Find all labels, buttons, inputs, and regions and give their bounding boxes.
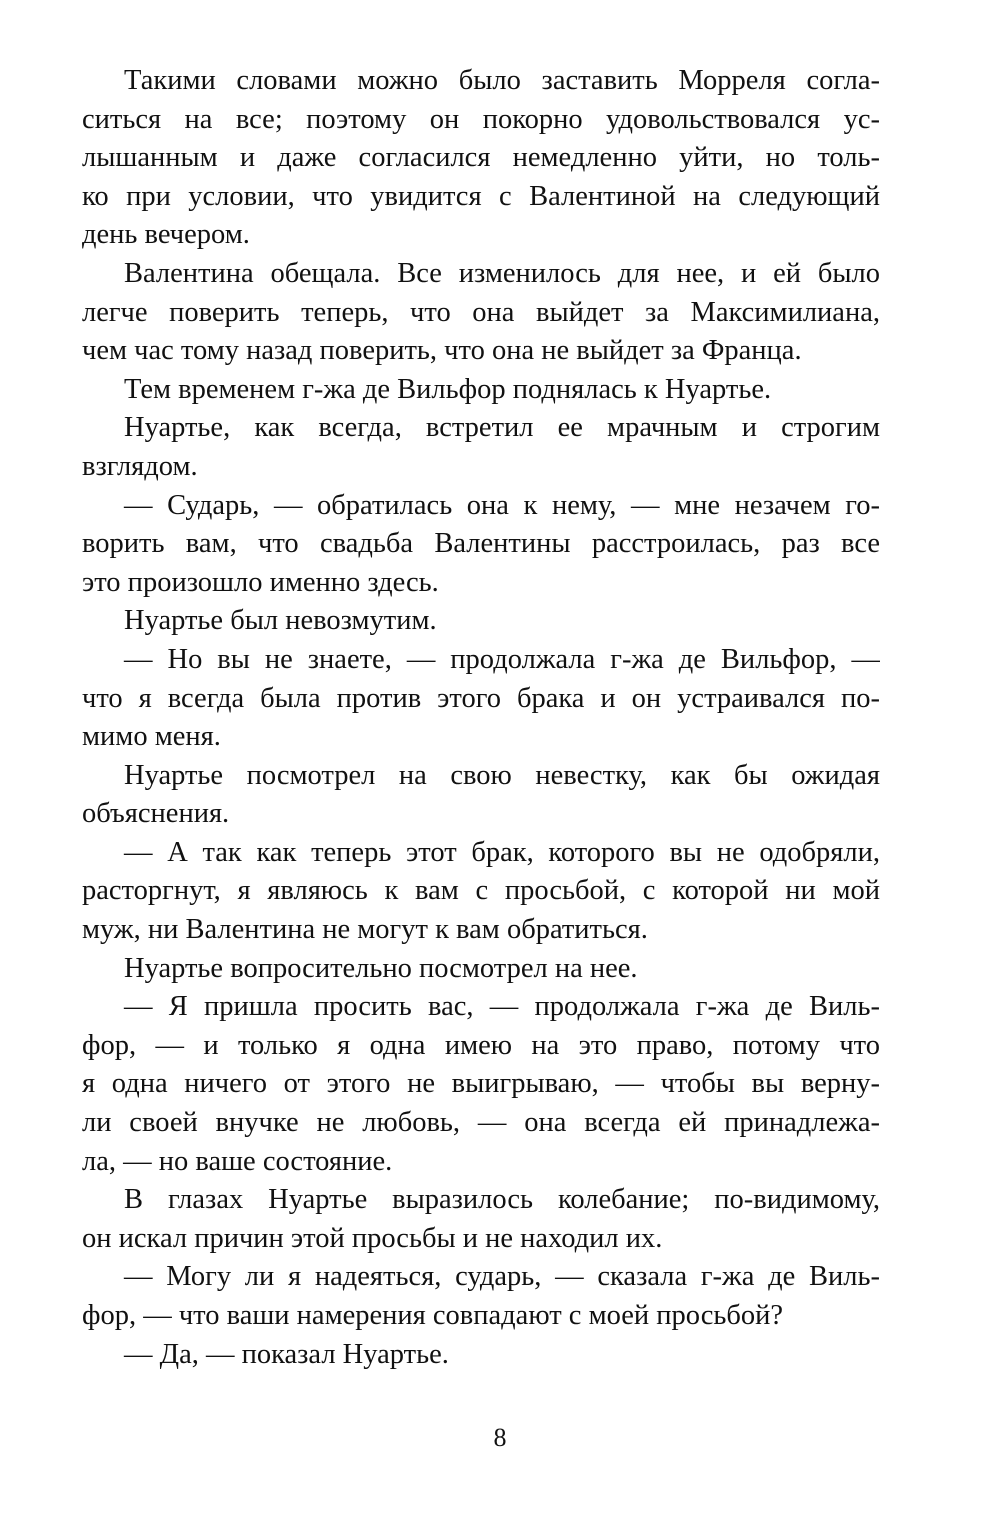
- page-number: 8: [493, 1423, 507, 1452]
- text-line: взглядом.: [82, 450, 198, 482]
- text-line: Такими словами можно было заставить Морреля согла-: [124, 65, 880, 96]
- paragraph: [82, 641, 880, 757]
- paragraph: [82, 602, 880, 641]
- text-line: — Но вы не знаете, — продолжала г-жа де Вильфор, —: [124, 643, 880, 675]
- paragraph: [82, 371, 880, 410]
- paragraph: [82, 409, 880, 486]
- text-line: ла, — но ваше состояние.: [82, 1145, 393, 1177]
- paragraph: [82, 1181, 880, 1258]
- text-line: — Да, — показал Нуартье.: [124, 1338, 449, 1370]
- text-line: Нуартье был невозмутим.: [124, 605, 437, 637]
- text-line: я одна ничего от этого не выигрываю, — чтобы вы верну-: [82, 1068, 880, 1100]
- paragraph: [82, 1258, 880, 1335]
- text-line: — Я пришла просить вас, — продолжала г-жа де Виль-: [124, 991, 880, 1023]
- paragraph: [82, 834, 880, 950]
- text-line: Нуартье посмотрел на свою невестку, как бы ожидая: [124, 759, 880, 791]
- text-line: ли своей внучке не любовь, — она всегда ей принадлежа-: [82, 1107, 880, 1139]
- text-line: мимо меня.: [82, 721, 221, 753]
- text-line: ситься на все; поэтому он покорно удовольствовался ус-: [82, 103, 880, 135]
- text-line: фор, — и только я одна имею на это право, потому что: [82, 1029, 880, 1061]
- text-line: ворить вам, что свадьба Валентины расстроилась, раз все: [82, 528, 880, 560]
- text-line: Валентина обещала. Все изменилось для нее, и ей было: [124, 257, 880, 289]
- text-line: муж, ни Валентина не могут к вам обратиться.: [82, 914, 648, 946]
- text-line: Нуартье вопросительно посмотрел на нее.: [124, 952, 638, 984]
- paragraph: [82, 1336, 880, 1375]
- paragraph: [82, 487, 880, 603]
- text-line: В глазах Нуартье выразилось колебание; по-видимому,: [124, 1184, 880, 1216]
- text-line: что я всегда была против этого брака и он устраивался по-: [82, 682, 880, 714]
- text-line: Тем временем г-жа де Вильфор поднялась к Нуартье.: [124, 373, 772, 405]
- paragraph: [82, 62, 880, 255]
- paragraph: [82, 950, 880, 989]
- book-page-text: [82, 62, 880, 1374]
- text-line: он искал причин этой просьбы и не находил их.: [82, 1222, 663, 1254]
- text-line: фор, — что ваши намерения совпадают с моей просьбой?: [82, 1300, 784, 1331]
- text-line: Нуартье, как всегда, встретил ее мрачным и строгим: [124, 412, 880, 444]
- text-line: лышанным и даже согласился немедленно уйти, но толь-: [82, 142, 880, 174]
- text-line: день вечером.: [82, 219, 250, 251]
- text-line: — Могу ли я надеяться, сударь, — сказала г-жа де Виль-: [124, 1261, 880, 1293]
- text-line: это произошло именно здесь.: [82, 566, 439, 598]
- text-line: ко при условии, что увидится с Валентиной на следующий: [82, 180, 880, 212]
- text-line: легче поверить теперь, что она выйдет за Максимилиана,: [82, 296, 880, 328]
- paragraph: [82, 988, 880, 1181]
- paragraph: [82, 255, 880, 371]
- text-line: — Сударь, — обратилась она к нему, — мне незачем го-: [124, 489, 880, 521]
- text-line: чем час тому назад поверить, что она не выйдет за Франца.: [82, 335, 802, 367]
- text-line: объяснения.: [82, 798, 230, 830]
- paragraph: [82, 757, 880, 834]
- text-line: — А так как теперь этот брак, которого вы не одобряли,: [124, 836, 880, 868]
- text-line: расторгнут, я являюсь к вам с просьбой, с которой ни мой: [82, 875, 880, 907]
